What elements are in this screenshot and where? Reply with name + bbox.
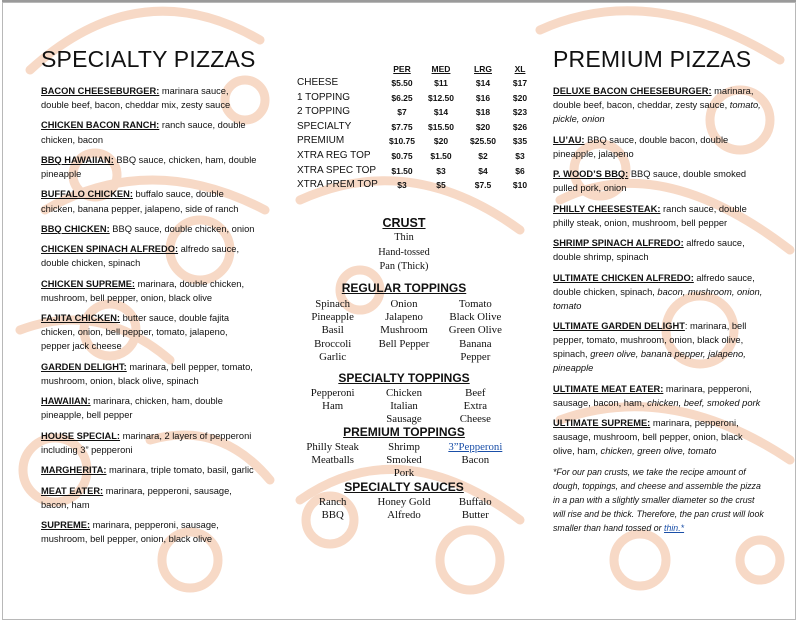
pizza-description: butter sauce, double fajita chicken, onion, bell pepper, tomato, jalapeno, pepper jack cheese [41, 313, 230, 352]
pizza-description: alfredo sauce, double chicken, spinach, [553, 272, 755, 297]
price-value: $5.50 [391, 78, 413, 88]
menu-entry: Garlic [319, 350, 347, 363]
price-row-label: PREMIUM [297, 135, 345, 147]
crust-section [297, 216, 511, 274]
menu-entry: Ranch [318, 496, 347, 508]
size-header-med: MED [431, 64, 451, 74]
price-row [297, 165, 537, 180]
price-value: $23 [512, 107, 528, 118]
menu-entry: Bacon [461, 454, 490, 467]
menu-entry: Philly Steak [306, 441, 359, 453]
premium-pizza-item [553, 84, 765, 126]
pizza-description: BBQ sauce, double chicken, onion [109, 223, 255, 234]
price-row [297, 150, 537, 165]
menu-entry: Jalapeno [385, 311, 423, 324]
menu-entry: Sausage [386, 413, 422, 426]
price-value: $1.50 [391, 165, 413, 176]
price-row [297, 135, 537, 150]
pizza-description: marinara, pepperoni, sausage, bacon, ham, [553, 383, 752, 408]
pizza-name: PHILLY CHEESESTEAK: [553, 203, 661, 214]
pizza-description: alfredo sauce, double chicken, spinach [41, 244, 240, 269]
pizza-name: BUFFALO CHICKEN: [41, 189, 133, 200]
price-value: $18 [475, 107, 491, 118]
regular-toppings-grid [297, 298, 511, 364]
menu-entry: Onion [390, 298, 418, 310]
price-value: $14 [433, 107, 449, 118]
pizza-name: MEAT EATER: [41, 485, 104, 496]
price-value: $3 [515, 150, 525, 161]
price-row [297, 92, 537, 107]
menu-entry: Pork [393, 467, 415, 480]
specialty-pizza-item [41, 394, 259, 422]
specialty-pizzas-column [41, 46, 259, 553]
premium-pizza-item [553, 416, 765, 458]
pan-crust-note-text: *For our pan crusts, we take the recipe amount of dough, toppings, and cheese and assemble the pizza in a pan with a slightly smaller diameter so the crust will rise and be thick. Therefore, the pan crust will look smaller than hand tossed or [553, 466, 764, 533]
price-value: $25.50 [470, 136, 496, 147]
pizza-description: marinara, bell pepper, tomato, mushroom, onion, black olive, spinach [41, 361, 253, 386]
regular-toppings-col-3 [440, 298, 511, 364]
menu-entry: Pepper [460, 350, 491, 363]
pizza-description: marinara, chicken, ham, double pineapple, bell pepper [41, 396, 223, 421]
specialty-pizza-item [41, 484, 259, 512]
price-value: $3 [397, 180, 407, 191]
price-value: $5 [436, 180, 446, 191]
pizza-name: CHICKEN BACON RANCH: [41, 120, 160, 131]
pizza-description: marinara sauce, double beef, bacon, cheddar mix, zesty sauce [41, 86, 231, 111]
menu-entry: Mushroom [380, 324, 428, 337]
pizza-name: ULTIMATE SUPREME: [553, 418, 651, 429]
pizza-name: CHICKEN SUPREME: [41, 278, 136, 289]
price-value: $15.50 [428, 121, 454, 132]
premium-toppings-title: PREMIUM TOPPINGS [343, 425, 465, 439]
price-value: $10 [512, 180, 528, 191]
pizza-description: ranch sauce, double chicken, bacon [41, 120, 246, 145]
pizza-description: buffalo sauce, double chicken, banana pepper, jalapeno, side of ranch [41, 189, 239, 214]
price-row-label: XTRA PREM TOP [297, 179, 378, 191]
pizza-description: : marinara, bell pepper, tomato, mushroom, onion, black olive, spinach, [553, 321, 747, 360]
regular-toppings-title: REGULAR TOPPINGS [341, 281, 467, 295]
pizza-description: marinara, pepperoni, sausage, bacon, ham [41, 485, 232, 510]
price-value: $3 [436, 165, 446, 176]
premium-pizza-item [553, 236, 765, 264]
size-header-per: PER [393, 64, 411, 74]
specialty-sauces-col-2 [368, 496, 439, 522]
specialty-pizza-item [41, 153, 259, 181]
pizza-name: FAJITA CHICKEN: [41, 313, 121, 324]
menu-entry: Black Olive [449, 311, 502, 324]
price-value: $20 [512, 92, 528, 103]
specialty-toppings-grid [297, 387, 511, 427]
price-value: $16 [475, 92, 491, 103]
price-value: $17 [512, 78, 528, 88]
menu-entry: Ham [322, 400, 344, 413]
specialty-pizza-item [41, 463, 259, 477]
menu-entry: Basil [321, 324, 344, 337]
pizza-extra-toppings: tomato, pickle, onion [553, 100, 761, 125]
pizza-extra-toppings: green olive, banana pepper, jalapeno, pineapple [553, 349, 746, 374]
price-row-label: XTRA SPEC TOP [297, 164, 377, 176]
menu-entry: Green Olive [448, 324, 502, 337]
price-table-header [297, 64, 537, 77]
menu-entry: Tomato [458, 298, 492, 310]
pizza-name: BBQ HAWAIIAN: [41, 154, 114, 165]
menu-entry: Extra [463, 400, 488, 413]
price-value: $11 [434, 78, 448, 88]
menu-entry: Banana [459, 337, 492, 350]
premium-pizzas-column [553, 46, 765, 535]
premium-toppings-col-1 [297, 441, 368, 481]
regular-toppings-col-2 [368, 298, 439, 364]
specialty-sauces-section [297, 480, 511, 522]
specialty-pizza-item [41, 118, 259, 146]
pizza-description: BBQ sauce, double bacon, double pineapple, jalapeno [553, 134, 729, 159]
price-row [297, 106, 537, 121]
specialty-toppings-section [297, 371, 511, 427]
premium-pizza-item [553, 271, 765, 313]
specialty-pizza-item [41, 187, 259, 215]
menu-entry: Spinach [315, 298, 351, 310]
crust-title: CRUST [382, 216, 426, 230]
price-value: $7 [397, 107, 407, 118]
pizza-name: CHICKEN SPINACH ALFREDO: [41, 244, 179, 255]
specialty-pizza-item [41, 277, 259, 305]
pizza-description: marinara, double beef, bacon, cheddar, zesty sauce, [553, 86, 754, 111]
premium-pizzas-title: PREMIUM PIZZAS [553, 46, 752, 72]
specialty-toppings-title: SPECIALTY TOPPINGS [338, 371, 470, 385]
menu-entry: Italian [390, 400, 418, 413]
specialty-toppings-col-1 [297, 387, 368, 427]
menu-entry: Honey Gold [377, 496, 431, 508]
price-value: $10.75 [389, 136, 415, 147]
specialty-sauces-title: SPECIALTY SAUCES [344, 480, 464, 494]
specialty-sauces-col-3 [440, 496, 511, 522]
price-table-rows [297, 77, 537, 194]
price-row-label: 2 TOPPING [297, 106, 350, 118]
premium-toppings-col-3 [440, 441, 511, 481]
menu-entry: Smoked [386, 454, 422, 467]
price-value: $35 [512, 136, 528, 147]
pizza-extra-toppings: chicken, beef, smoked pork [647, 397, 761, 408]
pizza-description: marinara, pepperoni, sausage, mushroom, bell pepper, onion, black olive, ham, [553, 418, 743, 457]
menu-entry: BBQ [321, 509, 344, 522]
pizza-name: SHRIMP SPINACH ALFREDO: [553, 238, 684, 249]
specialty-pizza-item [41, 311, 259, 353]
specialty-pizza-item [41, 518, 259, 546]
pizza-description: ranch sauce, double philly steak, onion, mushroom, bell pepper [553, 203, 747, 228]
regular-toppings-col-1 [297, 298, 368, 364]
price-value: $12.50 [428, 92, 454, 103]
price-row-label: CHEESE [297, 77, 339, 88]
crust-option: Thin [394, 232, 414, 243]
menu-entry: Pepperoni [310, 387, 355, 399]
pizza-name: HOUSE SPECIAL: [41, 430, 121, 441]
pizza-description: BBQ sauce, chicken, ham, double pineapple [41, 154, 257, 180]
size-header-lrg: LRG [474, 64, 492, 74]
pizza-name: BBQ CHICKEN: [41, 223, 110, 234]
pizza-description: alfredo sauce, double shrimp, spinach [553, 238, 745, 263]
premium-pizza-item [553, 382, 765, 410]
price-value: $7.5 [474, 180, 492, 191]
price-table [297, 64, 537, 194]
crust-option: Pan (Thick) [379, 261, 429, 272]
pizza-description: marinara, pepperoni, sausage, mushroom, bell pepper, onion, black olive [41, 520, 219, 545]
premium-pizza-item [553, 133, 765, 161]
premium-pizza-item [553, 202, 765, 230]
pan-crust-note [553, 465, 765, 535]
pizza-description: marinara, double chicken, mushroom, bell pepper, onion, black olive [41, 278, 245, 303]
menu-entry: Chicken [386, 387, 422, 399]
pizza-name: HAWAIIAN: [41, 396, 91, 407]
price-value: $4 [478, 165, 488, 176]
pizza-extra-toppings: chicken, green olive, tomato [600, 446, 717, 457]
price-row-label: SPECIALTY [297, 120, 352, 132]
pizza-name: LU’AU: [553, 134, 585, 145]
menu-entry: Meatballs [311, 454, 354, 467]
specialty-pizzas-title: SPECIALTY PIZZAS [41, 46, 256, 72]
pizza-name: DELUXE BACON CHEESEBURGER: [553, 86, 712, 96]
specialty-pizza-item [41, 222, 259, 236]
premium-pizza-item [553, 167, 765, 195]
menu-entry: Butter [461, 509, 489, 522]
crust-option: Hand-tossed [378, 246, 430, 258]
pizza-name: P. WOOD’S BBQ: [553, 169, 629, 180]
specialty-toppings-col-3 [440, 387, 511, 427]
price-value: $6 [515, 165, 525, 176]
specialty-pizza-list [41, 84, 259, 546]
price-row [297, 77, 537, 92]
pizza-name: GARDEN DELIGHT: [41, 361, 127, 372]
price-row [297, 179, 537, 194]
pizza-name: ULTIMATE GARDEN DELIGHT [553, 321, 685, 332]
price-row-label: 1 TOPPING [297, 91, 350, 103]
specialty-pizza-item [41, 429, 259, 457]
pizza-description: marinara, triple tomato, basil, garlic [106, 465, 254, 476]
menu-entry: Broccoli [314, 337, 352, 350]
menu-entry: Alfredo [387, 509, 421, 522]
price-row [297, 121, 537, 136]
menu-entry: 3”Pepperoni [448, 441, 503, 453]
menu-entry: Bell Pepper [378, 337, 430, 350]
premium-pizza-list [553, 84, 765, 459]
menu-entry: Shrimp [388, 441, 420, 453]
pan-crust-note-link[interactable]: thin.* [664, 522, 685, 533]
price-value: $14 [475, 78, 491, 88]
menu-entry: Pineapple [311, 311, 354, 324]
pizza-name: SUPREME: [41, 520, 91, 531]
regular-toppings-section [297, 281, 511, 364]
specialty-pizza-item [41, 360, 259, 388]
price-value: $26 [512, 121, 528, 132]
specialty-pizza-item [41, 84, 259, 112]
premium-pizza-item [553, 319, 765, 375]
pizza-extra-toppings: bacon, mushroom, onion, tomato [553, 286, 763, 311]
price-value: $6.25 [391, 92, 413, 103]
price-value: $1.50 [430, 150, 452, 161]
menu-entry: Buffalo [458, 496, 492, 508]
premium-toppings-section [297, 425, 511, 481]
specialty-pizza-item [41, 242, 259, 270]
price-value: $2 [478, 150, 488, 161]
premium-toppings-grid [297, 441, 511, 481]
specialty-toppings-col-2 [368, 387, 439, 427]
pizza-description: BBQ sauce, double smoked pulled pork, onion [553, 169, 747, 194]
pizza-description: marinara, 2 layers of pepperoni including 3” pepperoni [41, 430, 252, 455]
specialty-sauces-grid [297, 496, 511, 522]
menu-entry: Cheese [459, 413, 491, 426]
pizza-name: BACON CHEESEBURGER: [41, 86, 160, 96]
pizza-name: ULTIMATE CHICKEN ALFREDO: [553, 272, 694, 283]
pizza-name: MARGHERITA: [41, 465, 107, 476]
price-value: $20 [475, 121, 491, 132]
menu-entry: Beef [465, 387, 486, 399]
price-value: $7.75 [391, 121, 413, 132]
pizza-name: ULTIMATE MEAT EATER: [553, 383, 664, 394]
price-value: $0.75 [391, 150, 413, 161]
size-header-xl: XL [514, 64, 526, 74]
price-value: $20 [433, 136, 449, 147]
specialty-sauces-col-1 [297, 496, 368, 522]
premium-toppings-col-2 [368, 441, 439, 481]
price-row-label: XTRA REG TOP [297, 149, 371, 161]
